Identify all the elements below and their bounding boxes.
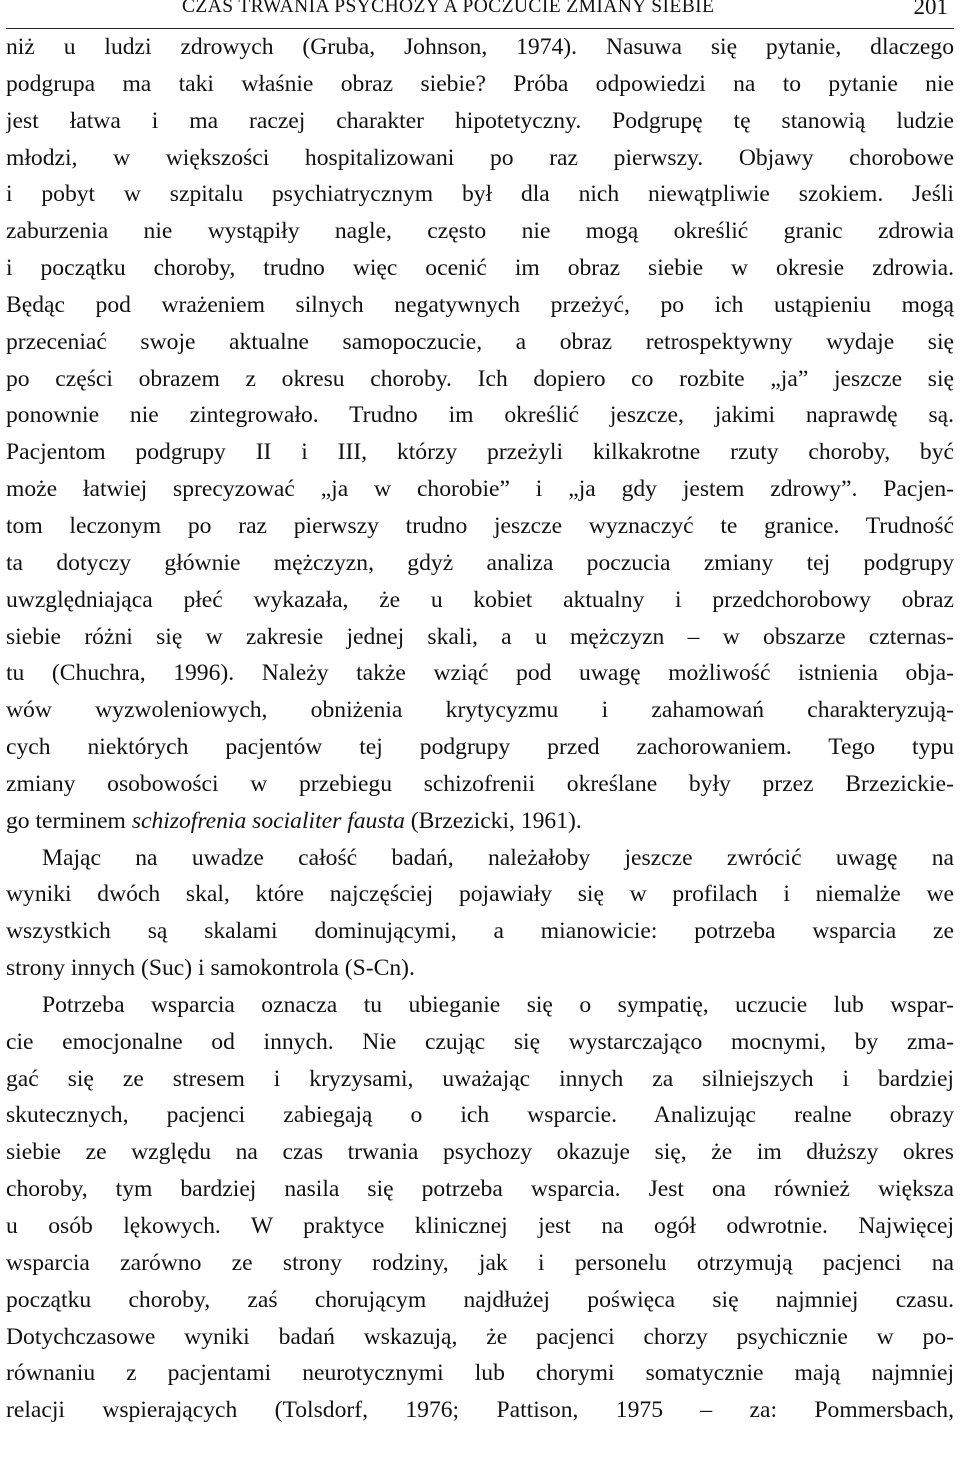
text-line: równaniu z pacjentami neurotycznymi lub chorymi somatycznie mają najmniej xyxy=(6,1360,954,1387)
text-line: ponownie nie zintegrowało. Trudno im określić jeszcze, jakimi naprawdę są. xyxy=(6,402,954,429)
text-line: i początku choroby, trudno więc ocenić im obraz siebie w okresie zdrowia. xyxy=(6,255,954,282)
text-line: tu (Chuchra, 1996). Należy także wziąć pod uwagę możliwość istnienia obja- xyxy=(6,660,954,687)
text-line: tom leczonym po raz pierwszy trudno jeszcze wyznaczyć te granice. Trudność xyxy=(6,512,954,539)
text-line: może łatwiej sprecyzować „ja w chorobie” i „ja gdy jestem zdrowy”. Pacjen- xyxy=(6,476,954,503)
text-line: wów wyzwoleniowych, obniżenia krytycyzmu i zahamowań charakteryzują- xyxy=(6,697,954,724)
text-line: początku choroby, zaś chorującym najdłużej poświęca się najmniej czasu. xyxy=(6,1286,954,1313)
text-line: skutecznych, pacjenci zabiegają o ich wsparcie. Analizując realne obrazy xyxy=(6,1102,954,1129)
text-line: wyniki dwóch skal, które najczęściej pojawiały się w profilach i niemalże we xyxy=(6,881,954,908)
text-line: zaburzenia nie wystąpiły nagle, często nie mogą określić granic zdrowia xyxy=(6,218,954,245)
text-line xyxy=(6,803,954,840)
text-line: Będąc pod wrażeniem silnych negatywnych przeżyć, po ich ustąpieniu mogą xyxy=(6,291,954,318)
text-run: go terminem xyxy=(6,807,132,834)
text-line: wszystkich są skalami dominującymi, a mianowicie: potrzeba wsparcia ze xyxy=(6,918,954,945)
text-line: gać się ze stresem i kryzysami, uważając innych za silniejszych i bardziej xyxy=(6,1065,954,1092)
text-line: podgrupa ma taki właśnie obraz siebie? Próba odpowiedzi na to pytanie nie xyxy=(6,70,954,97)
text-line: ta dotyczy głównie mężczyzn, gdyż analiza poczucia zmiany tej podgrupy xyxy=(6,549,954,576)
text-line: cych niektórych pacjentów tej podgrupy przed zachorowaniem. Tego typu xyxy=(6,734,954,761)
page-number: 201 xyxy=(913,0,948,19)
text-line: Mając na uwadze całość badań, należałoby jeszcze zwrócić uwagę na xyxy=(42,844,954,871)
text-line: zmiany osobowości w przebiegu schizofrenii określane były przez Brzezickie- xyxy=(6,770,954,797)
text-line: Pacjentom podgrupy II i III, którzy przeżyli kilkakrotne rzuty choroby, być xyxy=(6,439,954,466)
text-line: u osób lękowych. W praktyce klinicznej jest na ogół odwrotnie. Najwięcej xyxy=(6,1213,954,1239)
text-line: siebie ze względu na czas trwania psychozy okazuje się, że im dłuższy okres xyxy=(6,1139,954,1166)
text-run: (Brzezicki, 1961). xyxy=(404,807,582,834)
text-line: i pobyt w szpitalu psychiatrycznym był dla nich niewątpliwie szokiem. Jeśli xyxy=(6,181,954,208)
text-line: po części obrazem z okresu choroby. Ich dopiero co rozbite „ja” jeszcze się xyxy=(6,365,954,392)
text-line: cie emocjonalne od innych. Nie czując się wystarczająco mocnymi, by zma- xyxy=(6,1028,954,1055)
text-line: młodzi, w większości hospitalizowani po raz pierwszy. Objawy chorobowe xyxy=(6,144,954,171)
text-line: jest łatwa i ma raczej charakter hipotetyczny. Podgrupę tę stanowią ludzie xyxy=(6,107,954,134)
text-line: strony innych (Suc) i samokontrola (S-Cn). xyxy=(6,955,415,982)
text-line: uwzględniająca płeć wykazała, że u kobiet aktualny i przedchorobowy obraz xyxy=(6,586,954,613)
text-line: niż u ludzi zdrowych (Gruba, Johnson, 1974). Nasuwa się pytanie, dlaczego xyxy=(6,34,954,60)
text-line: choroby, tym bardziej nasila się potrzeba wsparcia. Jest ona również większa xyxy=(6,1176,954,1203)
text-line: relacji wspierających (Tolsdorf, 1976; Pattison, 1975 – za: Pommersbach, xyxy=(6,1397,954,1424)
running-title: CZAS TRWANIA PSYCHOZY A POCZUCIE ZMIANY SIEBIE xyxy=(182,0,715,17)
text-line: Dotychczasowe wyniki badań wskazują, że pacjenci chorzy psychicznie w po- xyxy=(6,1323,954,1350)
body-text xyxy=(6,29,954,1429)
text-line: przeceniać swoje aktualne samopoczucie, a obraz retrospektywny wydaje się xyxy=(6,328,954,355)
text-line: siebie różni się w zakresie jednej skali, a u mężczyzn – w obszarze czternas- xyxy=(6,623,954,650)
text-line: wsparcia zarówno ze strony rodziny, jak i personelu otrzymują pacjenci na xyxy=(6,1249,954,1276)
running-head xyxy=(6,0,954,29)
italic-term: schizofrenia socialiter fausta xyxy=(131,807,405,834)
text-line: Potrzeba wsparcia oznacza tu ubieganie się o sympatię, uczucie lub wspar- xyxy=(42,991,954,1018)
